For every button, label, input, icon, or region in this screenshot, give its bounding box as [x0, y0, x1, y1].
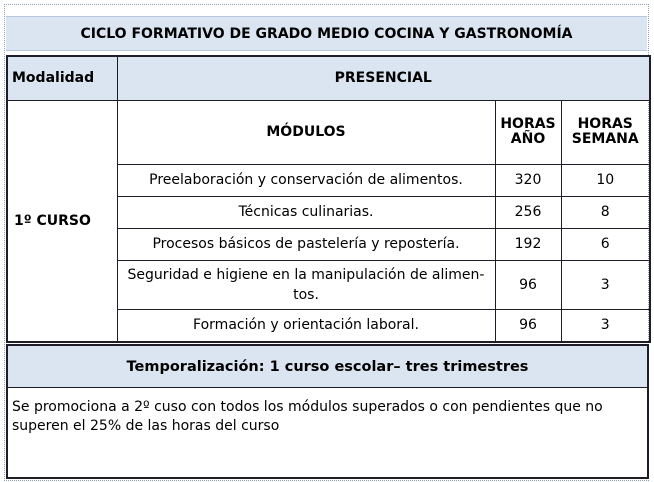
modalidad-value: PRESENCIAL: [117, 56, 650, 100]
module-horas-ano: 192: [495, 228, 561, 260]
modalidad-label: Modalidad: [7, 56, 117, 100]
horas-semana-line2: SEMANA: [571, 131, 639, 147]
title-text: CICLO FORMATIVO DE GRADO MEDIO COCINA Y GASTRONOMÍA: [80, 25, 573, 42]
modalidad-row: [7, 56, 650, 100]
module-horas-semana: 3: [561, 260, 650, 309]
module-horas-semana: 6: [561, 228, 650, 260]
modulos-header: MÓDULOS: [117, 100, 495, 164]
module-name: Procesos básicos de pastelería y repostería.: [117, 228, 495, 260]
module-name: Formación y orientación laboral.: [117, 309, 495, 342]
horas-semana-line1: HORAS: [577, 116, 633, 132]
page-title: [6, 16, 647, 51]
module-name: Seguridad e higiene en la manipulación de alimen-tos.: [117, 260, 495, 309]
horas-ano-line2: AÑO: [510, 131, 546, 147]
temporalizacion-box: [6, 344, 649, 479]
horas-ano-line1: HORAS: [500, 116, 556, 132]
temporalizacion-header: [8, 346, 647, 388]
module-horas-semana: 3: [561, 309, 650, 342]
modules-table: [6, 55, 651, 343]
module-horas-ano: 256: [495, 196, 561, 228]
module-horas-ano: 96: [495, 260, 561, 309]
temporalizacion-text: Temporalización: 1 curso escolar– tres trimestres: [126, 358, 529, 375]
module-horas-ano: 320: [495, 164, 561, 196]
horas-semana-header: [561, 100, 650, 164]
module-horas-semana: 10: [561, 164, 650, 196]
column-header-row: [7, 100, 650, 164]
promotion-note: Se promociona a 2º cuso con todos los módulos superados o con pendientes que no superen el 25% de las horas del curso: [12, 399, 603, 434]
module-name: Técnicas culinarias.: [117, 196, 495, 228]
curso-label: 1º CURSO: [7, 100, 117, 342]
module-horas-ano: 96: [495, 309, 561, 342]
horas-ano-header: [495, 100, 561, 164]
module-name: Preelaboración y conservación de alimentos.: [117, 164, 495, 196]
module-horas-semana: 8: [561, 196, 650, 228]
